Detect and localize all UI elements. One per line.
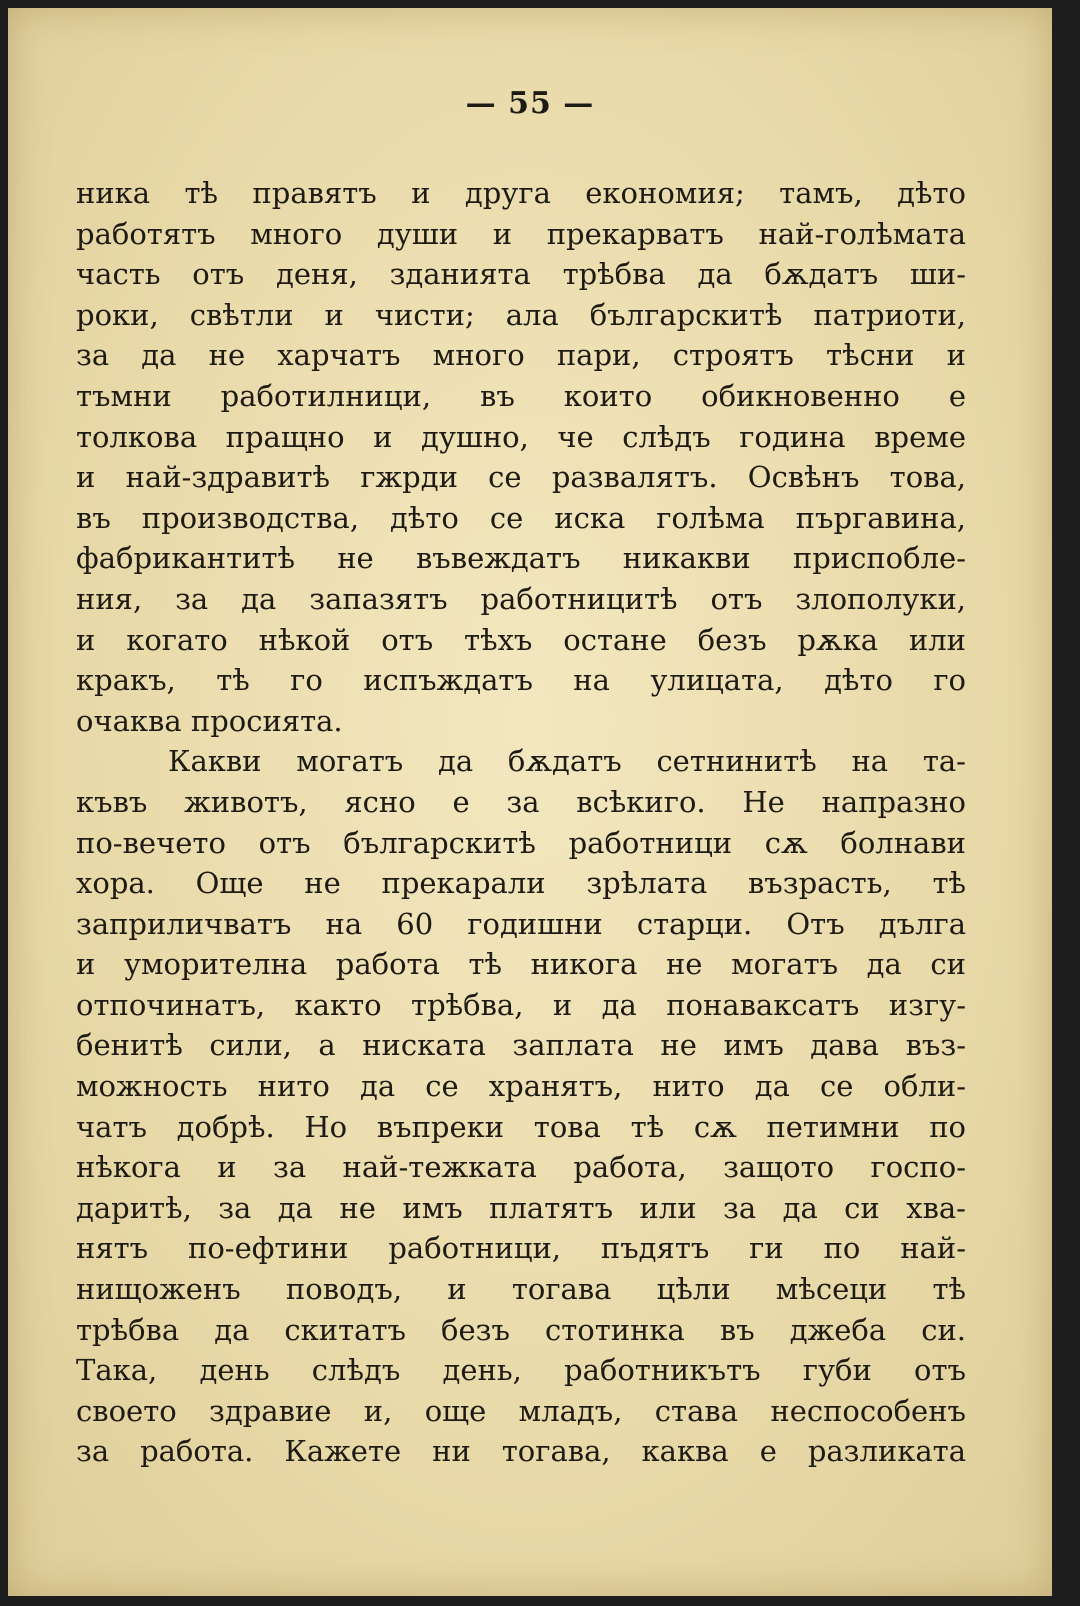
- text-line: роки, свѣтли и чисти; ала българскитѣ патриоти,: [76, 297, 966, 332]
- text-line: даритѣ, за да не имъ платятъ или за да си хва-: [76, 1190, 966, 1225]
- text-line: за работа. Кажете ни тогава, каква е разликата: [76, 1434, 966, 1469]
- text-line: ния, за да запазятъ работницитѣ отъ злополуки,: [76, 581, 966, 616]
- text-line: Така, день слѣдъ день, работникътъ губи отъ: [76, 1353, 966, 1388]
- book-page: [8, 8, 1052, 1596]
- text-line: толкова пращно и душно, че слѣдъ година време: [76, 419, 966, 454]
- text-line: нѣкога и за най-тежката работа, защото госпо-: [76, 1150, 966, 1185]
- text-line: тъмни работилници, въ които обикновенно е: [76, 378, 966, 413]
- text-line: очаква просията.: [76, 703, 343, 738]
- text-line: чатъ добрѣ. Но въпреки това тѣ сѫ петимни по: [76, 1109, 966, 1144]
- text-line: фабрикантитѣ не въвеждатъ никакви приспобле-: [76, 541, 966, 576]
- text-line: за да не харчатъ много пари, строятъ тѣсни и: [76, 338, 966, 373]
- text-line: къвъ животъ, ясно е за всѣкиго. Не напразно: [76, 784, 966, 819]
- text-line: часть отъ деня, зданията трѣбва да бѫдатъ ши-: [76, 257, 966, 292]
- body-text: [76, 173, 966, 1472]
- text-line: въ производства, дѣто се иска голѣма пъргавина,: [76, 500, 966, 535]
- text-line: нищоженъ поводъ, и тогава цѣли мѣсеци тѣ: [76, 1272, 966, 1307]
- text-line: отпочинатъ, както трѣбва, и да понаваксатъ изгу-: [76, 987, 966, 1022]
- text-line: и когато нѣкой отъ тѣхъ остане безъ рѫка или: [76, 622, 966, 657]
- text-line: нятъ по-ефтини работници, пъдятъ ги по най-: [76, 1231, 966, 1266]
- text-line: и уморителна работа тѣ никога не могатъ да си: [76, 947, 966, 982]
- text-line: трѣбва да скитатъ безъ стотинка въ джеба си.: [76, 1312, 966, 1347]
- page-number: — 55 —: [465, 86, 595, 121]
- text-line: работятъ много души и прекарватъ най-голѣмата: [76, 216, 966, 251]
- text-line: и най-здравитѣ гжрди се развалятъ. Освѣнъ това,: [76, 460, 966, 495]
- text-line: заприличватъ на 60 годишни старци. Отъ дълга: [76, 906, 966, 941]
- text-line: кракъ, тѣ го испъждатъ на улицата, дѣто го: [76, 663, 966, 698]
- text-line: по-вечето отъ българскитѣ работници сѫ болнави: [76, 825, 966, 860]
- text-line: хора. Още не прекарали зрѣлата възрасть, тѣ: [76, 866, 966, 901]
- text-line: своето здравие и, още младъ, става неспособенъ: [76, 1393, 966, 1428]
- text-line: ника тѣ правятъ и друга економия; тамъ, дѣто: [76, 176, 966, 210]
- text-line: Какви могатъ да бѫдатъ сетнинитѣ на та-: [168, 744, 966, 779]
- text-line: можность нито да се хранятъ, нито да се обли-: [76, 1069, 966, 1104]
- text-line: бенитѣ сили, а ниската заплата не имъ дава въз-: [76, 1028, 966, 1063]
